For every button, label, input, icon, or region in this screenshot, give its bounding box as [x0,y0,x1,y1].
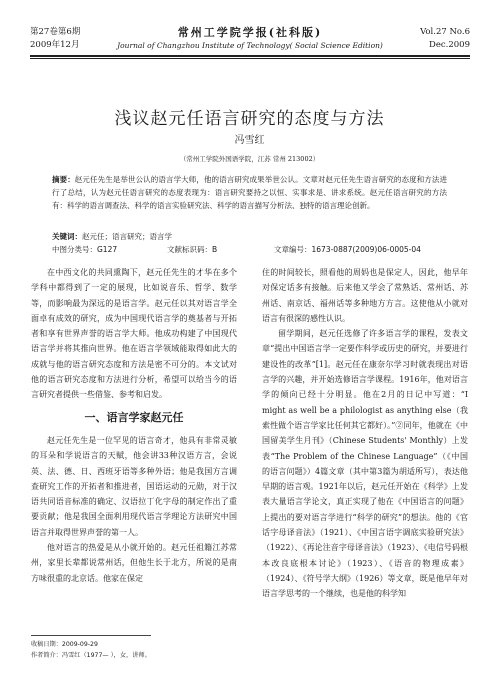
keywords-label: 关键词： [52,232,82,241]
footnote-rule [31,635,151,636]
article-number: 文章编号：1673-0887(2009)06-0005-04 [274,245,421,254]
author-bio: 作者简介：冯雪红（1977— ），女，讲师。 [31,652,151,659]
body-column-right [262,265,468,602]
author-affiliation: （常州工学院外国语学院，江苏 常州 213002） [179,155,320,163]
body-paragraph: 住的时间较长，照看他的周妈也是保定人，因此，他早年对保定话多有接触。后来他又学会了常熟话、常州话、苏州话、南京话、福州话等多种地方方言。这使他从小就对语言有很深的感性认识。 [262,268,468,323]
journal-title-cn: 常州工学院学报(社科版) [177,26,323,39]
intro-paragraph: 在中西文化的共同熏陶下，赵元任先生的才华在多个学科中都得到了一定的展现，比如说音乐、哲学、数学等，而影响最为深远的是语言学。赵元任以其对语言学全面卓有成效的研究，成为中国现代语言学的奠基者与开拓者和享有世界声誉的语言学大师。他成功构建了中国现代语言学并将其推向世界。他在语言学领域能取得如此大的成就与他的语言研究态度和方法是密不可分的。本文试对他的语言研究态度和方法进行分析，希望可以给当今的语言研究者提供一些借鉴、参考和启发。 [31,268,237,400]
body-paragraph: 赵元任先生是一位罕见的语言奇才，他具有非常灵敏的耳朵和学说语言的天赋，他会讲33种汉语方言，会说英、法、德、日、西班牙语等多种外语；他是我国方言调查研究工作的开拓者和推进者，国语运动的元勋，对于汉语共同语音标准的确定、汉语拉丁化字母的制定作出了重要贡献；他是我国全面利用现代语言学理论方法研究中国语言并取得世界声誉的第一人。 [31,435,237,537]
abstract-text: 赵元任先生是举世公认的语言学大师，他的语言研究成果举世公认。文章对赵元任先生语言研究的态度和方法进行了总结，认为赵元任语言研究的态度表现为：语言研究要持之以恒、实事求是、讲求系统。赵元任语言研究的方法有：科学的语言调查法、科学的语言实验研究法、科学的语言描写分析法、独特的语言理论创新。 [52,175,447,210]
article-title: 浅议赵元任语言研究的态度与方法 [114,109,385,129]
abstract [52,173,447,212]
volume-en: Vol.27 No.6 [420,27,470,37]
body-column-left [31,265,237,586]
date-cn: 2009年12月 [30,40,80,50]
document-code: 文献标识码：B [167,245,218,254]
keywords [52,230,447,243]
section-heading: 一、语言学家赵元任 [84,410,184,424]
clc-number: 中图分类号：G127 [52,245,118,254]
header-rule-thin [30,58,470,59]
received-date: 收稿日期：2009-09-29 [31,641,98,648]
date-en: Dec.2009 [429,40,470,50]
keywords-text: 赵元任；语言研究；语言学 [82,232,172,241]
abstract-label: 摘要： [52,175,75,184]
body-paragraph: 他对语言的热爱是从小就开始的。赵元任祖籍江苏常州，家里长辈都说常州话，但他生长于北方，所说的是南方味很重的北京话。他家在保定 [31,543,237,583]
journal-title-en: Journal of Changzhou Institute of Technology( Social Science Edition) [117,41,383,50]
volume-cn: 第27卷第6期 [30,27,81,37]
header-rule-thick [30,55,470,57]
body-paragraph: 留学期间，赵元任选修了许多语言学的课程，发表文章“提出中国语言学一定要作科学或历史的研究，并要进行建设性的改革”[1]。赵元任在康奈尔学习时就表现出对语言学的兴趣，并开始选修语言学课程。1916年，他对语言学的倾向已经十分明显。他在2月的日记中写道：“I might as well be a philologist as anything else（我索性做个语言学家比任何其它都好）。”②同年，他就在《中国留美学生月刊》（Chinese Students' Monthly）上发表“The Problem of the Chinese Language”（《中国的语言问题》）4篇文章（其中第3篇为胡适所写），表达他早期的语言观。1921年以后，赵元任开始在《科学》上发表大量语言学论文，真正实现了他在《中国语言的问题》上提出的要对语言学进行“科学的研究”的想法。他的《官话字母译音法》（1921）、《中国言语字调底实验研究法》（1922）、《再论注音字母译音法》（1923）、《电信号码根本改良底根本讨论》（1923）、《语音的物理成素》（1924）、《符号学大纲》（1926）等文章，既是他早年对语言学思考的一个继续，也是他的科学知 [262,329,468,599]
author-name: 冯雪红 [234,135,265,146]
